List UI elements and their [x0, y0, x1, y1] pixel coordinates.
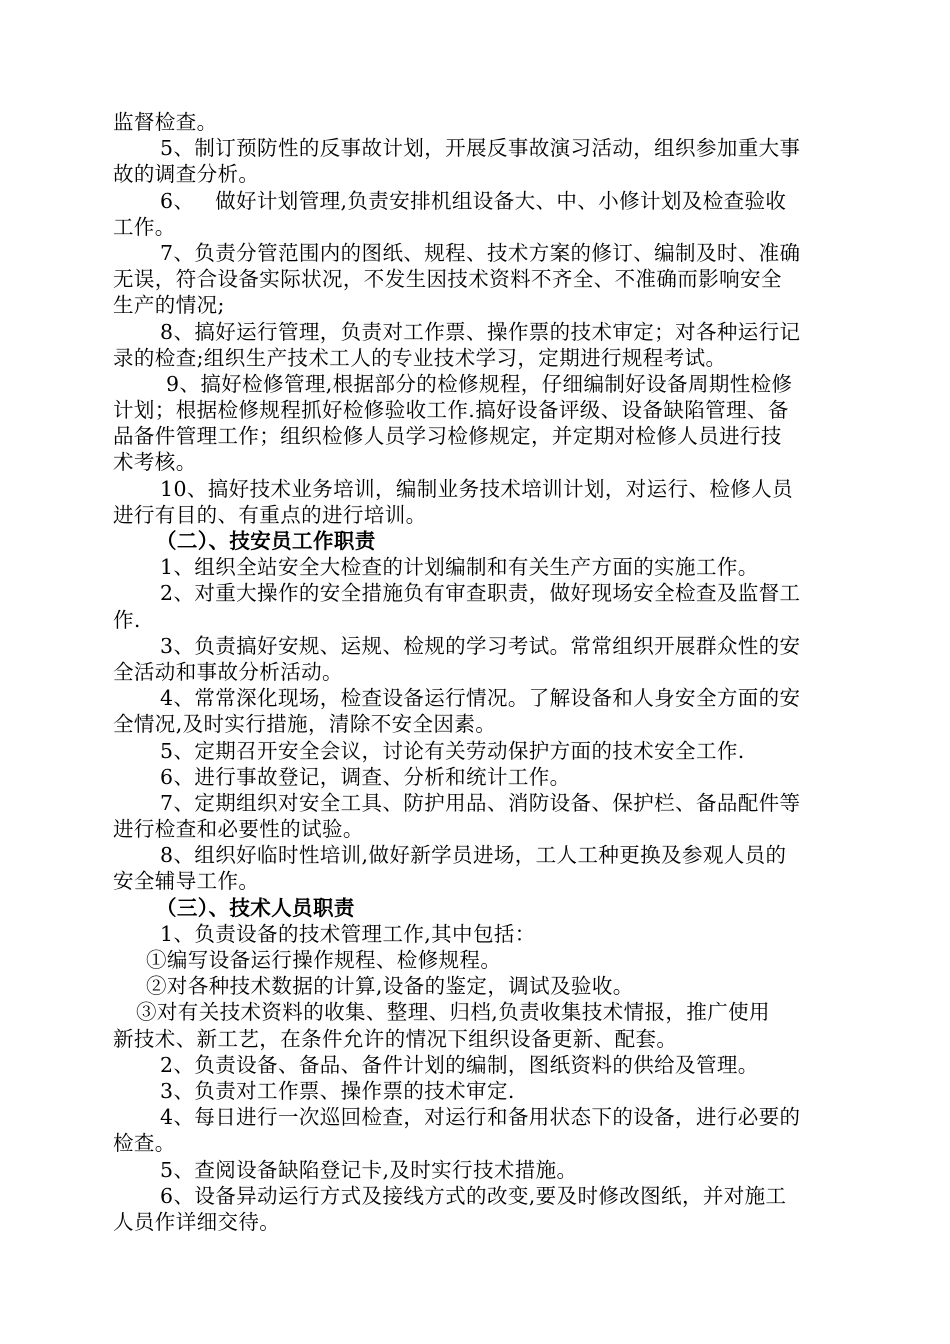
text-line: 人员作详细交待。 — [113, 1209, 281, 1234]
text-line: 进行检查和必要性的试验。 — [113, 817, 364, 842]
text-line: ①编写设备运行操作规程、检修规程。 — [146, 948, 502, 972]
text-line: 安全辅导工作。 — [113, 869, 260, 894]
text-line: 2、负责设备、备品、备件计划的编制，图纸资料的供给及管理。 — [160, 1052, 759, 1077]
text-line: 3、负责对工作票、操作票的技术审定. — [160, 1078, 515, 1103]
text-line: 全情况,及时实行措施，清除不安全因素。 — [113, 712, 497, 737]
text-line: 6、设备异动运行方式及接线方式的改变,要及时修改图纸，并对施工 — [160, 1183, 787, 1208]
section-heading: （三）、技术人员职责 — [156, 895, 355, 920]
text-line: 作. — [113, 607, 141, 632]
text-line: 1、组织全站安全大检查的计划编制和有关生产方面的实施工作。 — [160, 555, 759, 580]
text-line: 8、搞好运行管理，负责对工作票、操作票的技术审定；对各种运行记 — [160, 319, 801, 344]
text-line: 9、搞好检修管理,根据部分的检修规程，仔细编制好设备周期性检修 — [166, 371, 793, 396]
text-line: 故的调查分析。 — [113, 162, 260, 187]
text-line: 4、每日进行一次巡回检查，对运行和备用状态下的设备，进行必要的 — [160, 1105, 801, 1130]
document-page — [113, 109, 843, 1235]
text-line: 5、定期召开安全会议，讨论有关劳动保护方面的技术安全工作. — [160, 738, 745, 763]
text-line: 录的检查;组织生产技术工人的专业技术学习，定期进行规程考试。 — [113, 345, 727, 370]
text-line: 3、负责搞好安规、运规、检规的学习考试。常常组织开展群众性的安 — [160, 633, 801, 658]
text-line: 5、制订预防性的反事故计划，开展反事故演习活动，组织参加重大事 — [160, 136, 801, 161]
text-line: 进行有目的、有重点的进行培训。 — [113, 502, 427, 527]
text-line: 全活动和事故分析活动。 — [113, 659, 343, 684]
text-line: 5、查阅设备缺陷登记卡,及时实行技术措施。 — [160, 1157, 578, 1182]
text-line: 生产的情况; — [113, 293, 225, 318]
text-line: 1、负责设备的技术管理工作,其中包括： — [160, 921, 536, 946]
text-line: 7、负责分管范围内的图纸、规程、技术方案的修订、编制及时、准确 — [160, 240, 801, 265]
text-line: 术考核。 — [113, 450, 197, 475]
text-line: 8、组织好临时性培训,做好新学员进场，工人工种更换及参观人员的 — [160, 843, 787, 868]
text-line: 6、 做好计划管理,负责安排机组设备大、中、小修计划及检查验收 — [160, 188, 787, 213]
text-line: 检查。 — [113, 1131, 176, 1156]
text-line: 无误，符合设备实际状况，不发生因技术资料不齐全、不准确而影响安全 — [113, 267, 782, 292]
text-line: 监督检查。 — [113, 110, 218, 134]
text-line: 工作。 — [113, 214, 176, 239]
text-line: ②对各种技术数据的计算,设备的鉴定，调试及验收。 — [146, 974, 634, 999]
text-line: 品备件管理工作；组织检修人员学习检修规定，并定期对检修人员进行技 — [113, 424, 782, 449]
text-line: 10、搞好技术业务培训，编制业务技术培训计划，对运行、检修人员 — [160, 476, 793, 501]
text-line: 计划；根据检修规程抓好检修验收工作.搞好设备评级、设备缺陷管理、备 — [113, 398, 789, 423]
text-line: 7、定期组织对安全工具、防护用品、消防设备、保护栏、备品配件等 — [160, 790, 801, 815]
text-line: ③对有关技术资料的收集、整理、归档,负责收集技术情报，推广使用 — [136, 1000, 770, 1025]
text-line: 2、对重大操作的安全措施负有审查职责，做好现场安全检查及监督工 — [160, 581, 801, 606]
text-line: 6、进行事故登记，调查、分析和统计工作。 — [160, 764, 571, 789]
text-line: 新技术、新工艺，在条件允许的情况下组织设备更新、配套。 — [113, 1026, 678, 1051]
text-line: 4、常常深化现场，检查设备运行情况。了解设备和人身安全方面的安 — [160, 686, 801, 711]
section-heading: （二）、技安员工作职责 — [156, 529, 376, 553]
